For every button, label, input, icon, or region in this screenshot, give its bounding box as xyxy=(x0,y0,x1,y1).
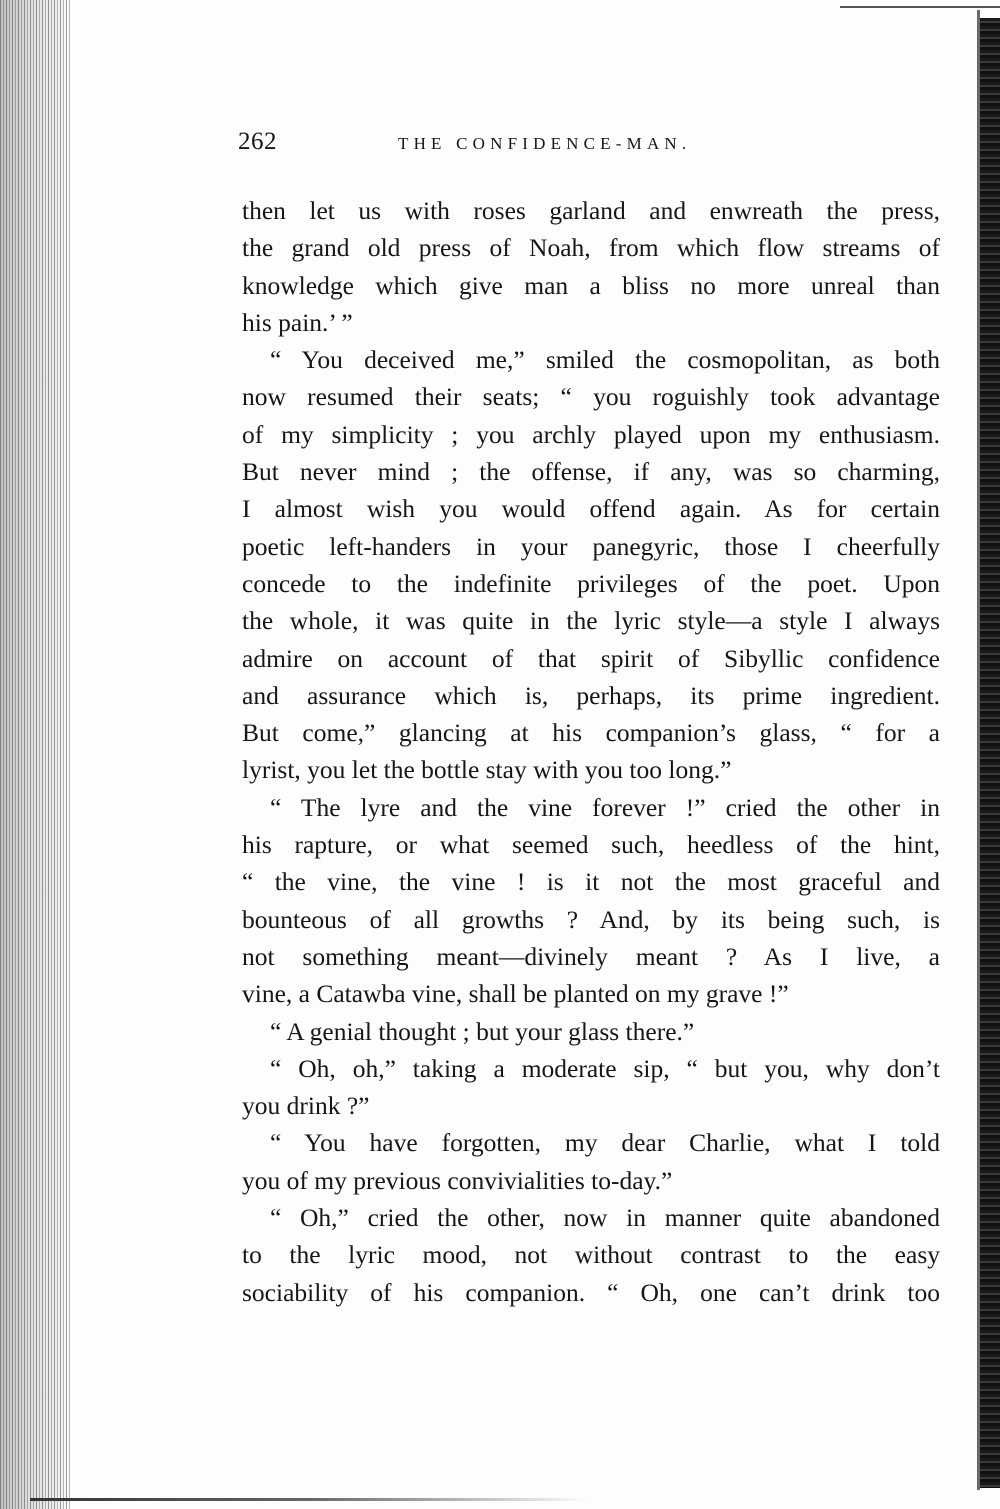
text-line: bounteous of all growths ? And, by its being such, is xyxy=(242,904,940,934)
text-line: to the lyric mood, not without contrast to the easy xyxy=(242,1240,940,1270)
text-line: of my simplicity ; you archly played upon my enthusiasm. xyxy=(242,419,940,449)
page-edge-right xyxy=(980,18,1000,1488)
text-line: vine, a Catawba vine, shall be planted on my grave !” xyxy=(242,979,789,1009)
text-line: then let us with roses garland and enwreath the press, xyxy=(242,196,940,225)
text-line: concede to the indefinite privileges of the poet. Upon xyxy=(242,568,940,598)
text-line: you drink ?” xyxy=(242,1091,370,1121)
body-text xyxy=(242,192,940,1311)
text-line: sociability of his companion. “ Oh, one can’t drink too xyxy=(242,1277,940,1307)
running-head: THE CONFIDENCE-MAN. xyxy=(398,134,692,153)
text-line: I almost wish you would offend again. As for certain xyxy=(242,494,940,524)
text-line: the whole, it was quite in the lyric style—a style I always xyxy=(242,606,940,636)
page-header xyxy=(238,128,798,162)
text-line: “ You have forgotten, my dear Charlie, what I told xyxy=(270,1128,940,1158)
text-line: “ You deceived me,” smiled the cosmopolitan, as both xyxy=(270,345,940,375)
text-line: “ Oh, oh,” taking a moderate sip, “ but you, why don’t xyxy=(270,1053,940,1083)
page-gutter-shadow xyxy=(0,0,72,1509)
text-line: “ A genial thought ; but your glass there.” xyxy=(270,1016,695,1046)
text-line: not something meant—divinely meant ? As I live, a xyxy=(242,941,940,971)
page-edge-bottom xyxy=(30,1498,590,1501)
text-line: But never mind ; the offense, if any, was so charming, xyxy=(242,457,940,487)
page-edge-top xyxy=(840,6,1000,8)
text-line: the grand old press of Noah, from which flow streams of xyxy=(242,233,940,263)
text-line: knowledge which give man a bliss no more unreal than xyxy=(242,270,940,300)
text-line: you of my previous convivialities to-day.” xyxy=(242,1165,673,1195)
text-line: his rapture, or what seemed such, heedless of the hint, xyxy=(242,830,940,860)
text-line: and assurance which is, perhaps, its prime ingredient. xyxy=(242,680,940,710)
text-line: “ the vine, the vine ! is it not the most graceful and xyxy=(242,867,940,897)
text-line: lyrist, you let the bottle stay with you too long.” xyxy=(242,755,732,785)
text-line: But come,” glancing at his companion’s glass, “ for a xyxy=(242,718,940,748)
text-line: “ The lyre and the vine forever !” cried the other in xyxy=(270,792,940,822)
text-line: now resumed their seats; “ you roguishly took advantage xyxy=(242,382,940,412)
text-line: poetic left-handers in your panegyric, those I cheerfully xyxy=(242,531,940,561)
text-line: admire on account of that spirit of Sibyllic confidence xyxy=(242,643,940,673)
page-number: 262 xyxy=(238,128,277,155)
text-line: his pain.’ ” xyxy=(242,307,353,337)
text-line: “ Oh,” cried the other, now in manner quite abandoned xyxy=(270,1203,940,1233)
